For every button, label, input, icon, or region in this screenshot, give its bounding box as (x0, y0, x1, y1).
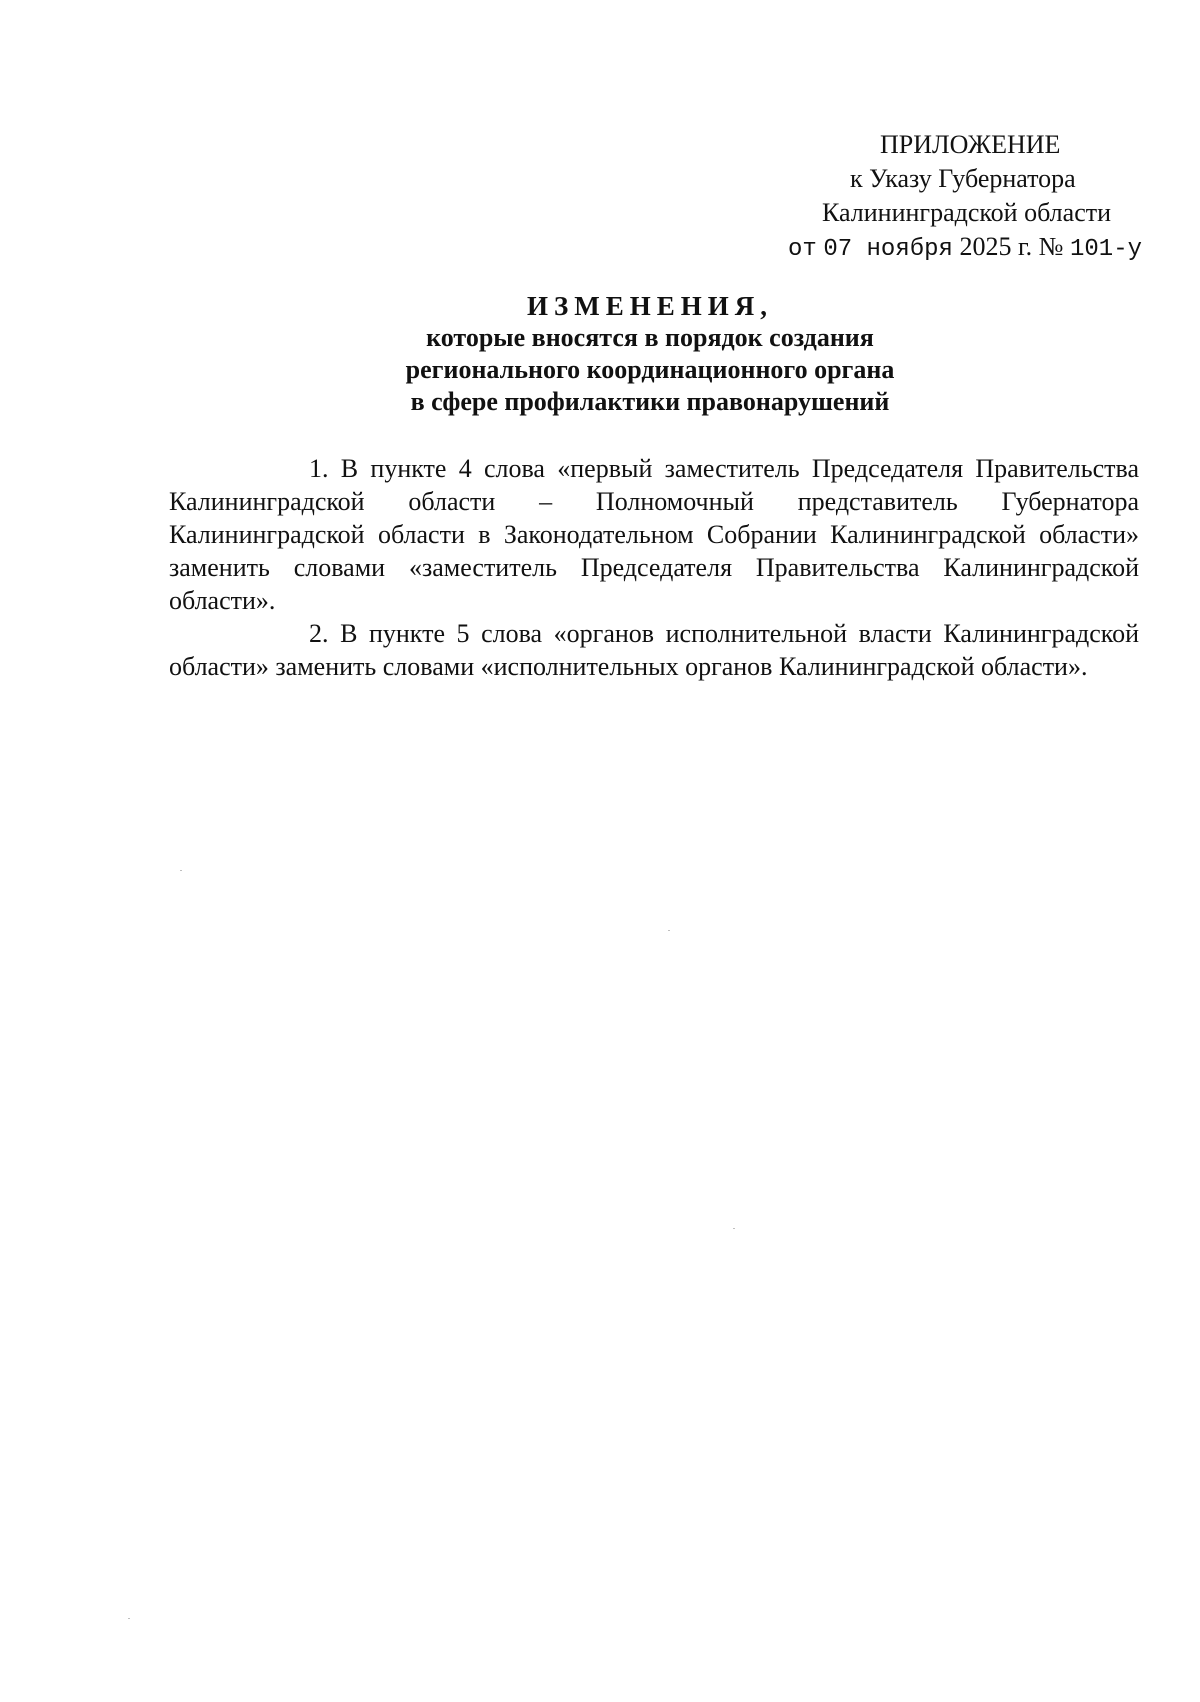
appendix-reference: к Указу Губернатора (850, 164, 1076, 193)
title-line-4: в сфере профилактики правонарушений (410, 387, 890, 416)
title-line-3: регионального координационного органа (405, 355, 895, 384)
appendix-year: 2025 г. № (959, 232, 1064, 261)
scan-speck (733, 1228, 735, 1229)
item-number: 1. (309, 454, 329, 483)
appendix-number: 101-у (1069, 236, 1142, 263)
document-body (169, 452, 1139, 683)
appendix-region: Калининградской области (822, 198, 1112, 227)
appendix-date-prefix: от (788, 236, 817, 263)
title-line-2: которые вносятся в порядок создания (426, 323, 874, 352)
scan-speck (128, 1618, 130, 1619)
item-text: В пункте 4 слова «первый заместитель Председателя Правительства Калининградской области – Полномочный представитель Губернатора Калининградской области в Законодательном Собрании Калининградской области» заменить словами «заместитель Председателя Правительства Калининградской области». (169, 454, 1139, 615)
appendix-label: ПРИЛОЖЕНИЕ (880, 130, 1061, 159)
scan-speck (668, 930, 670, 931)
amendment-item-1 (169, 452, 1139, 617)
amendment-item-2 (169, 617, 1139, 683)
item-text: В пункте 5 слова «органов исполнительной власти Калининградской области» заменить словами «исполнительных органов Калининградской области». (169, 619, 1139, 681)
appendix-header (780, 128, 1180, 267)
document-title (150, 290, 1150, 418)
item-number: 2. (309, 619, 329, 648)
appendix-date-line (780, 230, 1180, 267)
scan-speck (180, 870, 182, 871)
appendix-date: 07 ноября (823, 236, 953, 263)
title-main: ИЗМЕНЕНИЯ, (526, 291, 773, 321)
